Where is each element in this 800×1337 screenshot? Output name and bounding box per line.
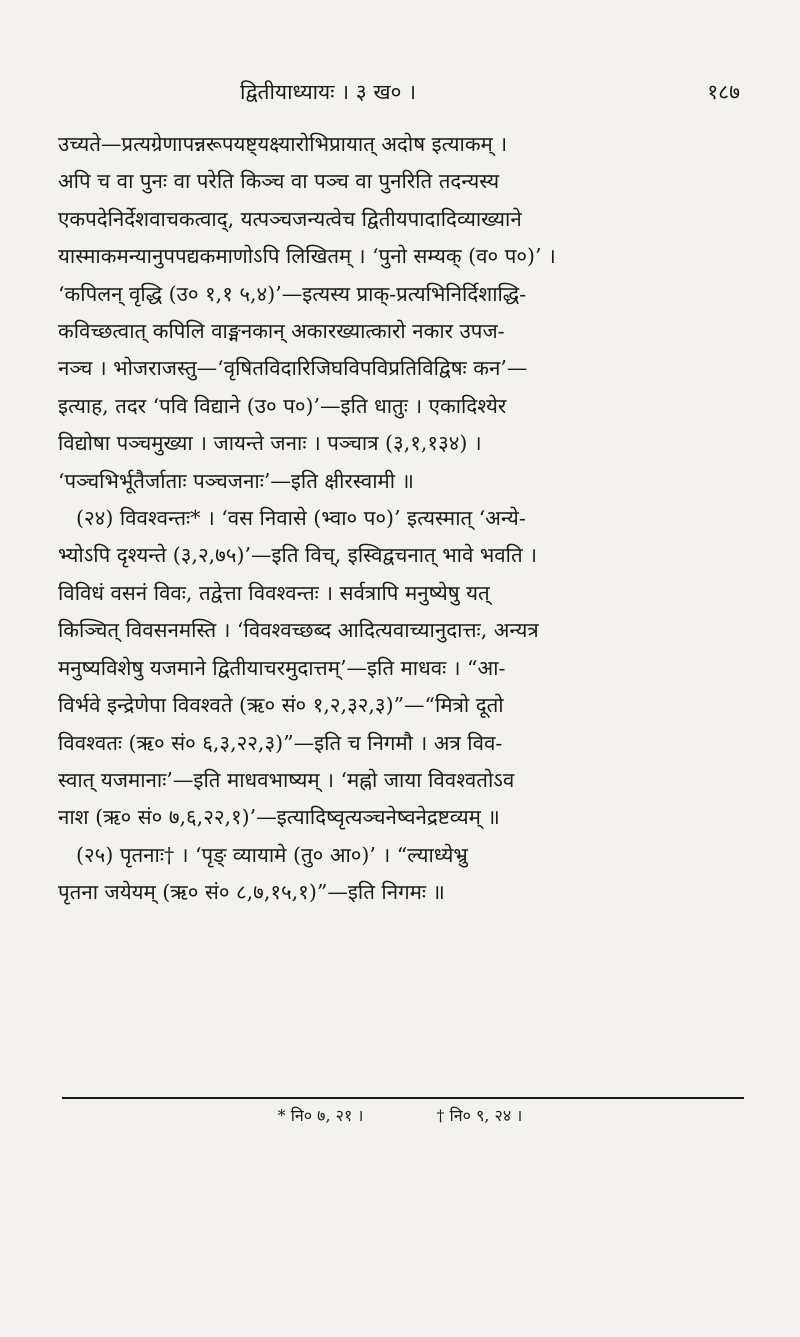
page-number: १८७ xyxy=(707,80,740,104)
footnote: * नि० ७, २१ । xyxy=(277,1106,364,1125)
body-text xyxy=(58,126,744,912)
text-line: भ्योऽपि दृश्यन्ते (३,२,७५)’—इति विच्, इस्विद्वचनात् भावे भवति । xyxy=(58,543,537,568)
text-line: विद्योषा पञ्चमुख्या । जायन्ते जनाः । पञ्चात्र (३,१,१३४) । xyxy=(58,431,482,456)
text-line: ‘कपिलन् वृद्धि (उ० १,१ ५,४)’—इत्यस्य प्राक्-प्रत्यभिनिर्दिशाद्धि- xyxy=(58,281,527,306)
text-line: एकपदेनिर्देशवाचकत्वाद्, यत्पञ्चजन्यत्वेच द्वितीयपादादिव्याख्याने xyxy=(58,206,522,231)
text-line: (२४) विवश्वन्तः* । ‘वस निवासे (भ्वा० प०)’ इत्यस्मात् ‘अन्ये- xyxy=(76,506,526,531)
page-header xyxy=(90,78,740,112)
text-line: अपि च वा पुनः वा परेति किञ्च वा पञ्च वा पुनरिति तदन्यस्य xyxy=(58,169,500,194)
text-line: विर्भवे इन्द्रेणेपा विवश्वते (ऋ० सं० १,२,३२,३)”—“मित्रो दूतो xyxy=(58,693,504,718)
text-line: इत्याह, तदर ‘पवि विद्याने (उ० प०)’—इति धातुः । एकादिश्येर xyxy=(58,393,507,418)
text-line: विविधं वसनं विवः, तद्वेत्ता विवश्वन्तः । सर्वत्रापि मनुष्येषु यत् xyxy=(58,580,490,605)
text-line: कविच्छत्वात् कपिलि वाङ्मनकान् अकारख्यात्कारो नकार उपज- xyxy=(58,319,505,344)
text-line: स्वात् यजमानाः’—इति माधवभाष्यम् । ‘मह्नो जाया विवश्वतोऽव xyxy=(58,767,515,792)
text-line: विवश्वतः (ऋ० सं० ६,३,२२,३)”—इति च निगमौ । अत्र विव- xyxy=(58,730,503,755)
text-line: पृतना जयेयम् (ऋ० सं० ८,७,१५,१)”—इति निगमः ॥ xyxy=(58,880,445,905)
footnote-rule xyxy=(62,1097,744,1099)
footnote: † नि० ९, २४ । xyxy=(436,1106,523,1125)
text-line: उच्यते—प्रत्यग्रेणापन्नरूपयष्ट्यक्ष्यारोभिप्रायात् अदोष इत्याकम् । xyxy=(58,132,508,156)
text-line: मनुष्यविशेषु यजमाने द्वितीयाचरमुदात्तम्’—इति माधवः । “आ- xyxy=(58,655,506,680)
text-line: नाश (ऋ० सं० ७,६,२२,१)’—इत्यादिष्वृत्यञ्चनेष्वनेद्रष्टव्यम् ॥ xyxy=(58,805,500,830)
text-line: ‘पञ्चभिर्भूतैर्जाताः पञ्चजनाः’—इति क्षीरस्वामी ॥ xyxy=(58,468,414,493)
running-title: द्वितीयाध्यायः । ३ ख० । xyxy=(240,80,417,104)
text-line: (२५) पृतनाः† । ‘पृङ् व्यायामे (तु० आ०)’ । “ल्याध्येभ्रु xyxy=(76,842,468,867)
footnotes xyxy=(0,1104,800,1126)
text-line: किञ्चित् विवसनमस्ति । ‘विवश्वच्छब्द आदित्यवाच्यानुदात्तः, अन्यत्र xyxy=(58,618,539,643)
text-line: नञ्च । भोजराजस्तु—‘वृषितविदारिजिघविपविप्रतिविद्विषः कन’— xyxy=(58,356,528,381)
text-line: यास्माकमन्यानुपपद्यकमाणोऽपि लिखितम् । ‘पुनो सम्यक् (व० प०)’ । xyxy=(58,244,556,269)
